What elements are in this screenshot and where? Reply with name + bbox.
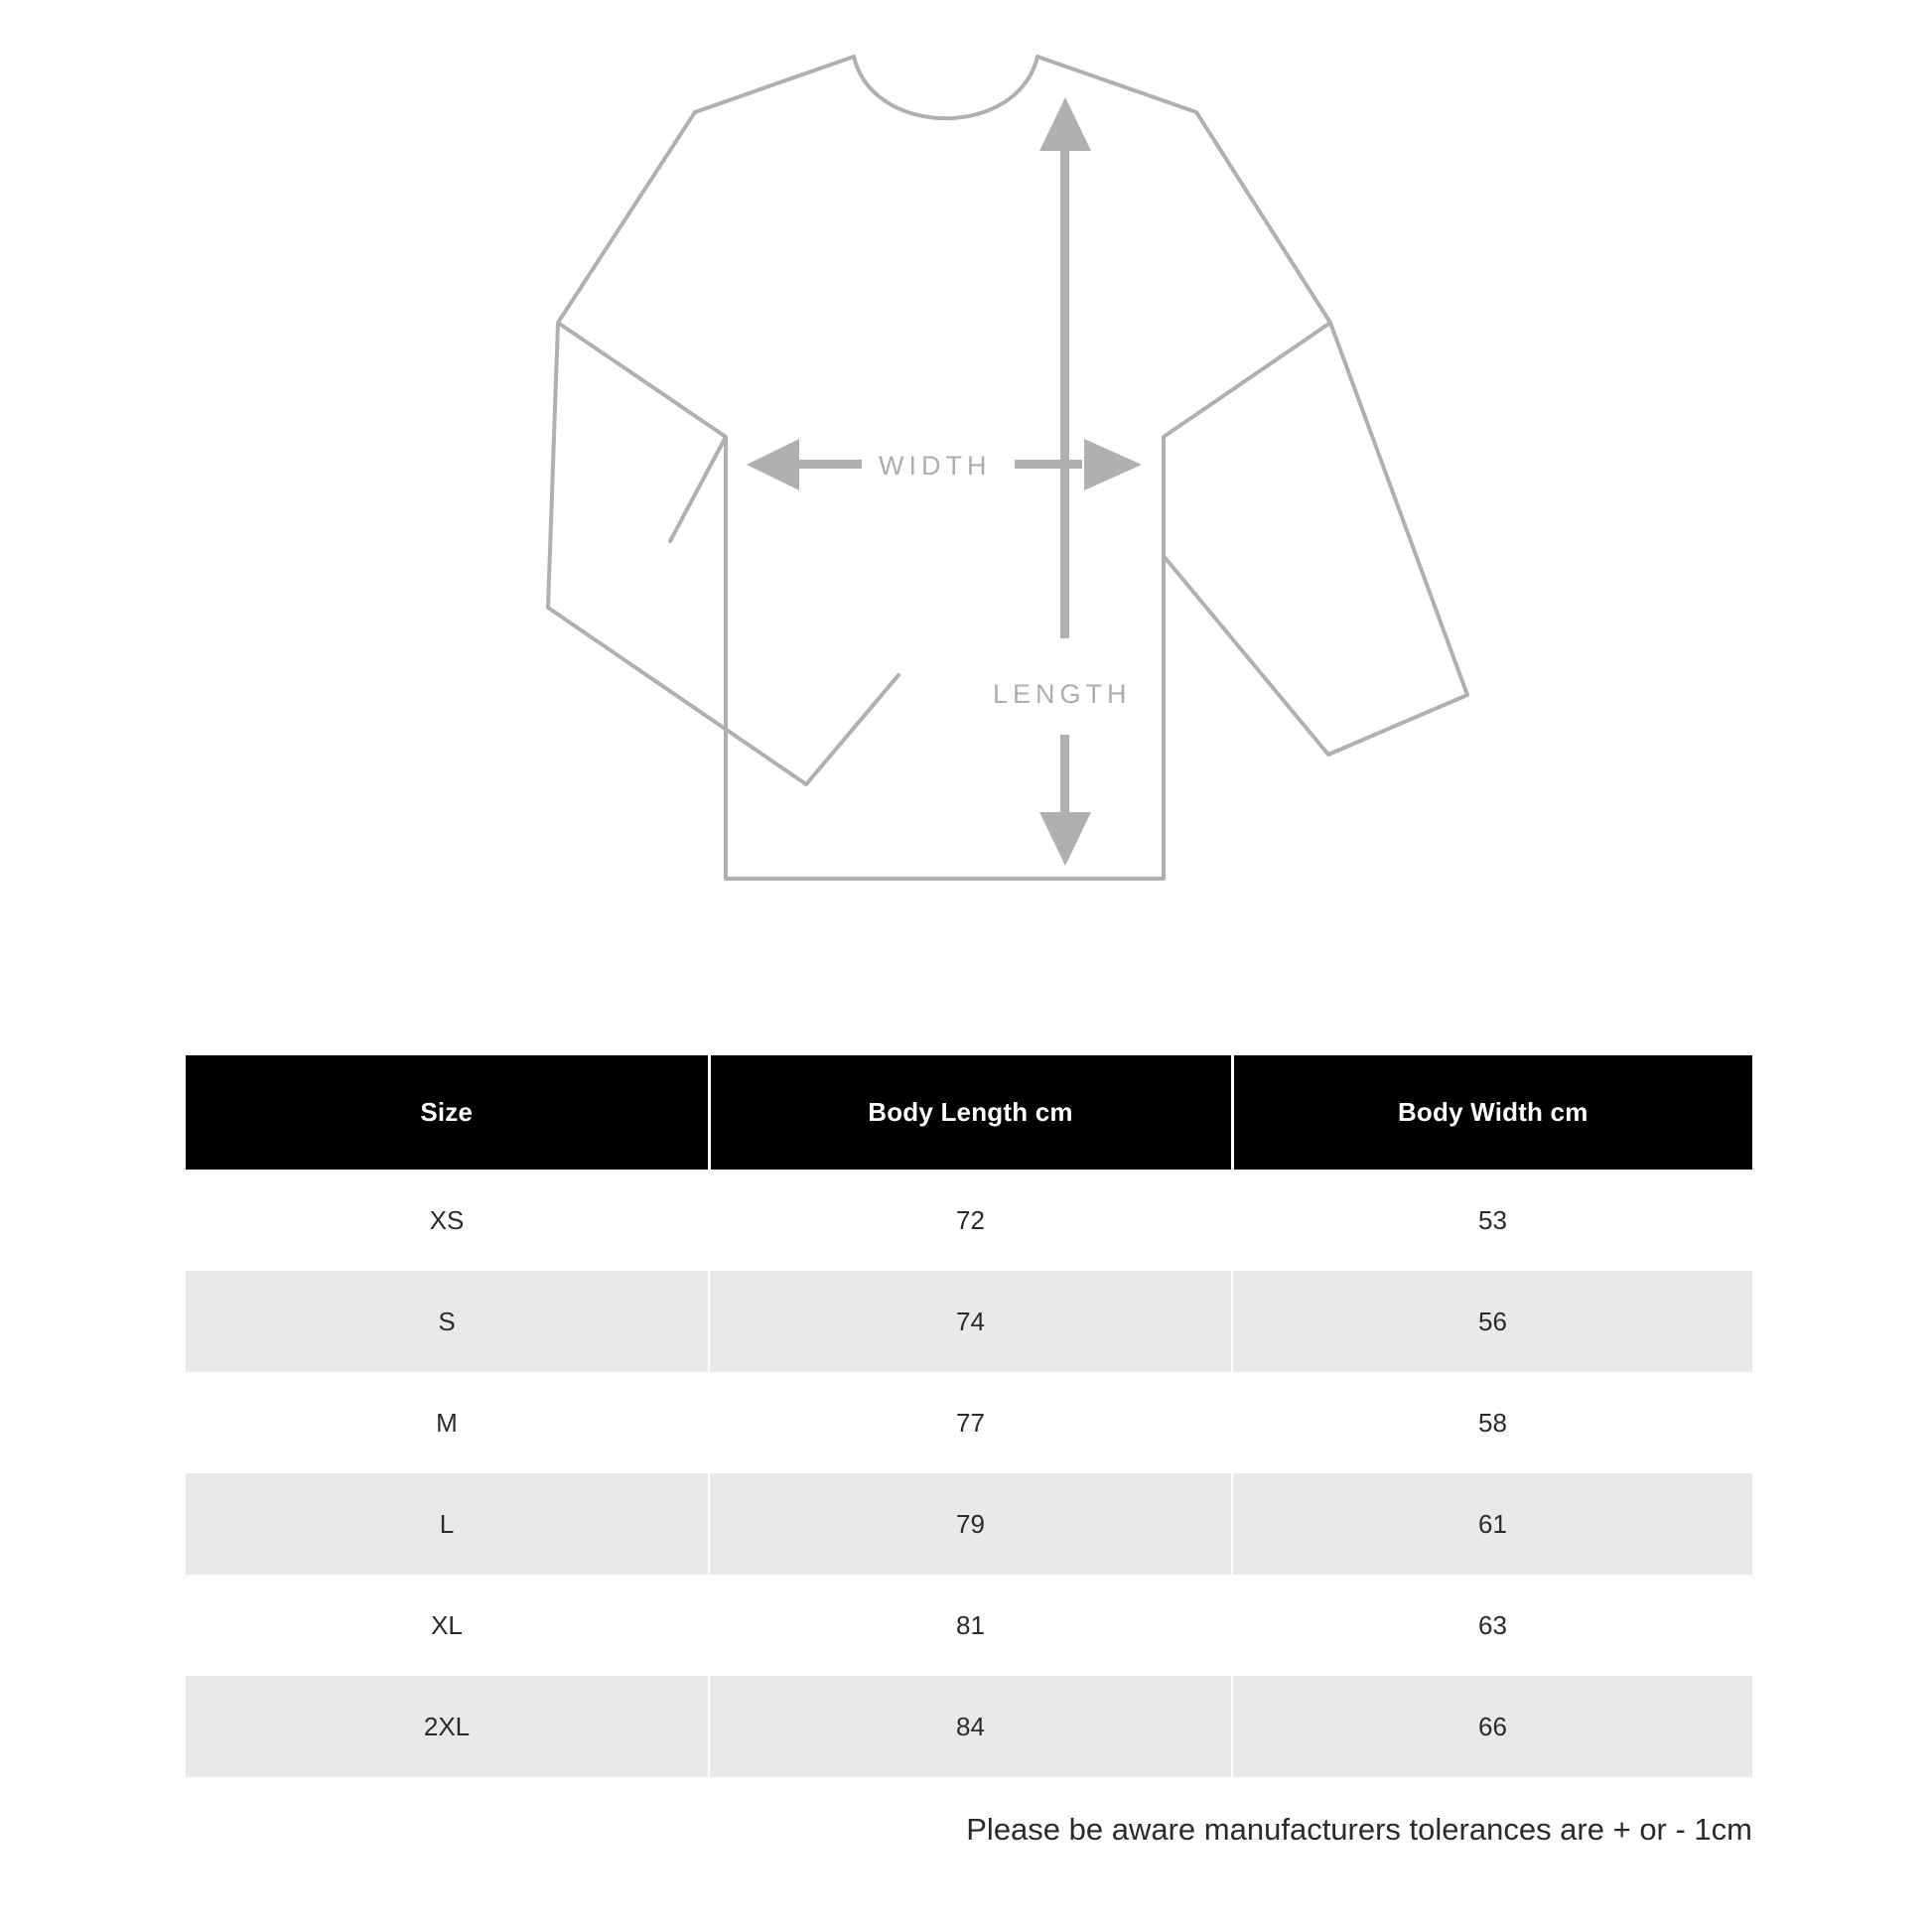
- cell-size: XL: [186, 1575, 709, 1676]
- tolerance-note: Please be aware manufacturers tolerances are + or - 1cm: [966, 1812, 1752, 1847]
- column-header-body-width: Body Width cm: [1232, 1055, 1752, 1170]
- length-arrow: [1039, 97, 1091, 866]
- column-header-size: Size: [186, 1055, 709, 1170]
- table-row: [186, 1676, 1752, 1777]
- cell-body-length: 72: [709, 1170, 1232, 1271]
- table-row: [186, 1170, 1752, 1271]
- cell-body-length: 79: [709, 1473, 1232, 1575]
- width-label: WIDTH: [879, 451, 992, 481]
- table-row: [186, 1372, 1752, 1473]
- cell-body-width: 61: [1232, 1473, 1752, 1575]
- cell-size: L: [186, 1473, 709, 1575]
- table-header-row: [186, 1055, 1752, 1170]
- cell-body-width: 56: [1232, 1271, 1752, 1372]
- cell-body-width: 53: [1232, 1170, 1752, 1271]
- cell-size: M: [186, 1372, 709, 1473]
- shirt-outline-icon: [548, 57, 1467, 879]
- garment-measurement-diagram: [0, 0, 1932, 953]
- cell-body-width: 58: [1232, 1372, 1752, 1473]
- cell-body-width: 66: [1232, 1676, 1752, 1777]
- cell-body-length: 77: [709, 1372, 1232, 1473]
- cell-size: XS: [186, 1170, 709, 1271]
- table-row: [186, 1575, 1752, 1676]
- cell-size: S: [186, 1271, 709, 1372]
- table-row: [186, 1271, 1752, 1372]
- size-chart-table: [186, 1055, 1752, 1777]
- cell-body-length: 74: [709, 1271, 1232, 1372]
- cell-body-length: 84: [709, 1676, 1232, 1777]
- size-chart-table-container: [186, 1055, 1752, 1777]
- cell-body-length: 81: [709, 1575, 1232, 1676]
- length-label: LENGTH: [993, 679, 1132, 709]
- column-header-body-length: Body Length cm: [709, 1055, 1232, 1170]
- table-row: [186, 1473, 1752, 1575]
- cell-size: 2XL: [186, 1676, 709, 1777]
- cell-body-width: 63: [1232, 1575, 1752, 1676]
